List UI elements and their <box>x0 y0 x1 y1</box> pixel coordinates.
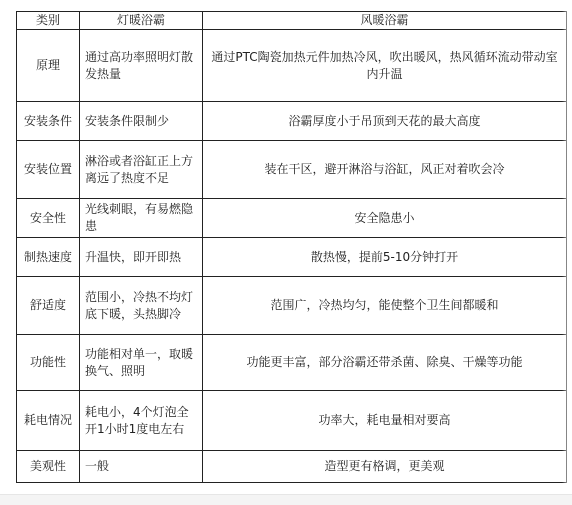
right-edge-fade <box>562 0 572 504</box>
table-row <box>17 451 567 483</box>
table-row <box>17 30 567 102</box>
table-row <box>17 102 567 141</box>
table-row <box>17 238 567 277</box>
row-category: 耗电情况 <box>17 391 80 451</box>
table-row <box>17 391 567 451</box>
row-lamp-cell: 一般 <box>80 451 203 483</box>
row-category: 制热速度 <box>17 238 80 277</box>
row-category: 安装条件 <box>17 102 80 141</box>
row-lamp-cell: 通过高功率照明灯散发热量 <box>80 30 203 102</box>
row-lamp-cell: 功能相对单一，取暖换气、照明 <box>80 335 203 391</box>
row-fan-cell: 安全隐患小 <box>203 199 567 238</box>
row-lamp-cell: 升温快，即开即热 <box>80 238 203 277</box>
table-row <box>17 277 567 335</box>
row-fan-cell: 功率大，耗电量相对要高 <box>203 391 567 451</box>
row-fan-cell: 浴霸厚度小于吊顶到天花的最大高度 <box>203 102 567 141</box>
row-fan-cell: 装在干区，避开淋浴与浴缸，风正对着吹会冷 <box>203 141 567 199</box>
row-lamp-cell: 范围小，冷热不均灯底下暖，头热脚冷 <box>80 277 203 335</box>
row-fan-cell: 造型更有格调，更美观 <box>203 451 567 483</box>
row-lamp-cell: 耗电小，4个灯泡全开1小时1度电左右 <box>80 391 203 451</box>
row-category: 美观性 <box>17 451 80 483</box>
row-category: 安装位置 <box>17 141 80 199</box>
bottom-edge-strip <box>0 494 572 505</box>
row-lamp-cell: 淋浴或者浴缸正上方离远了热度不足 <box>80 141 203 199</box>
table-row <box>17 335 567 391</box>
row-lamp-cell: 安装条件限制少 <box>80 102 203 141</box>
row-fan-cell: 通过PTC陶瓷加热元件加热冷风，吹出暖风，热风循环流动带动室内升温 <box>203 30 567 102</box>
row-fan-cell: 散热慢，提前5-10分钟打开 <box>203 238 567 277</box>
table-row <box>17 141 567 199</box>
row-category: 功能性 <box>17 335 80 391</box>
row-fan-cell: 范围广，冷热均匀，能使整个卫生间都暖和 <box>203 277 567 335</box>
header-fan-heater: 风暖浴霸 <box>203 12 567 30</box>
comparison-table <box>16 11 567 483</box>
row-category: 安全性 <box>17 199 80 238</box>
header-lamp-heater: 灯暖浴霸 <box>80 12 203 30</box>
row-fan-cell: 功能更丰富，部分浴霸还带杀菌、除臭、干燥等功能 <box>203 335 567 391</box>
header-category: 类别 <box>17 12 80 30</box>
table-row <box>17 199 567 238</box>
header-row <box>17 12 567 30</box>
row-category: 舒适度 <box>17 277 80 335</box>
row-category: 原理 <box>17 30 80 102</box>
row-lamp-cell: 光线刺眼，有易燃隐患 <box>80 199 203 238</box>
